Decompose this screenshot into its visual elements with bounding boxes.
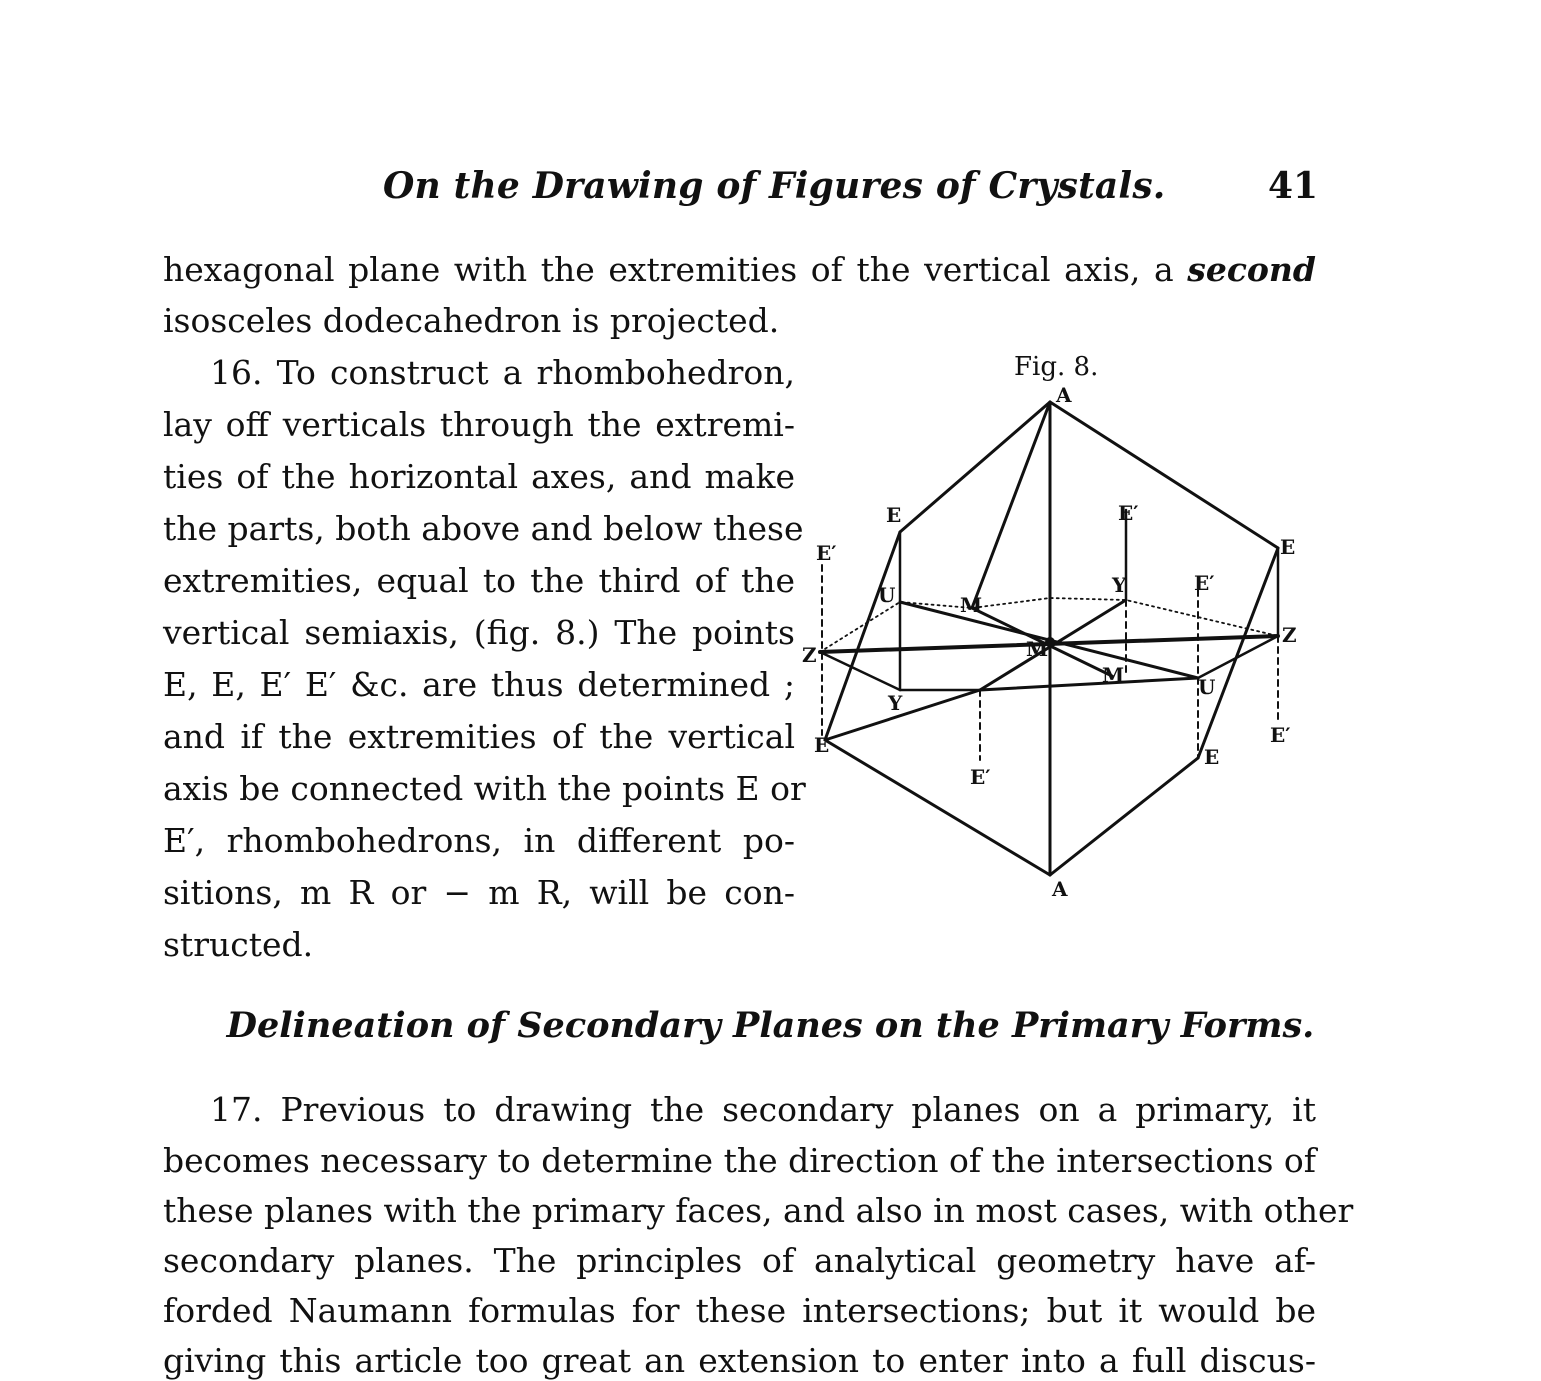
edge xyxy=(1050,758,1198,875)
para16-line: structed. xyxy=(163,925,314,964)
text-span: isosceles dodecahedron is projected. xyxy=(163,301,780,340)
label-z-right: Z xyxy=(1282,623,1297,647)
label-a-top: A xyxy=(1056,383,1072,407)
edge xyxy=(900,402,1050,532)
para16-line: ties of the horizontal axes, and make xyxy=(163,457,795,496)
label-u-left: U xyxy=(878,583,896,607)
label-e-lower-left: E xyxy=(814,733,830,757)
figure-caption: Fig. 8. xyxy=(1014,352,1099,382)
para16-line: axis be connected with the points E or xyxy=(163,769,806,808)
page-number: 41 xyxy=(1268,165,1319,207)
label-a-bottom: A xyxy=(1052,877,1068,900)
edge xyxy=(825,740,1050,875)
label-m-front: M xyxy=(1102,663,1125,687)
edge xyxy=(1050,402,1278,548)
para16-line: extremities, equal to the third of the xyxy=(163,561,795,600)
label-u-right: U xyxy=(1198,675,1216,699)
para17-line: giving this article too great an extension to enter into a full discus- xyxy=(163,1341,1316,1380)
para16-line: lay off verticals through the extremi- xyxy=(163,405,795,444)
para16-line: and if the extremities of the vertical xyxy=(163,717,795,756)
edge xyxy=(972,402,1050,608)
label-e-prime-bottom: E′ xyxy=(970,765,991,789)
label-e-upper-left: E xyxy=(886,503,902,527)
crystal-figure xyxy=(800,380,1320,900)
para16-line: sitions, m R or − m R, will be con- xyxy=(163,873,795,912)
label-e-prime-top: E′ xyxy=(1118,501,1139,525)
para16-line: 16. To construct a rhombohedron, xyxy=(210,353,795,392)
label-e-prime-lower-right: E′ xyxy=(1270,723,1291,747)
para17-line: these planes with the primary faces, and also in most cases, with other xyxy=(163,1191,1354,1230)
para16-line: E′, rhombohedrons, in different po- xyxy=(163,821,795,860)
label-z-left: Z xyxy=(802,643,817,667)
label-y-back: Y xyxy=(1112,573,1127,597)
para16-line: E, E, E′ E′ &c. are thus determined ; xyxy=(163,665,795,704)
label-e-prime-right: E′ xyxy=(1194,571,1215,595)
para16-line: the parts, both above and below these xyxy=(163,509,804,548)
label-m-back: M xyxy=(960,593,983,617)
text-span: hexagonal plane with the extremities of the vertical axis, a xyxy=(163,250,1188,289)
edge xyxy=(825,690,980,740)
label-e-upper-right: E xyxy=(1280,535,1296,559)
emphasis-span: second xyxy=(1187,250,1316,289)
para17-line: becomes necessary to determine the direction of the intersections of xyxy=(163,1141,1316,1180)
section-title: Delineation of Secondary Planes on the Primary Forms. xyxy=(226,1005,1315,1046)
hex-edge xyxy=(1198,636,1278,678)
hex-edge xyxy=(820,652,900,690)
para17-line: 17. Previous to drawing the secondary planes on a primary, it xyxy=(210,1090,1316,1129)
label-e-lower-right: E xyxy=(1204,745,1220,769)
text-line-top-2 xyxy=(163,301,779,341)
text-line-top-1 xyxy=(163,250,1316,290)
label-m-centre: M xyxy=(1026,637,1049,661)
para17-line: forded Naumann formulas for these intersections; but it would be xyxy=(163,1291,1316,1330)
label-e-prime-left: E′ xyxy=(816,541,837,565)
para17-line: secondary planes. The principles of analytical geometry have af- xyxy=(163,1241,1316,1280)
running-head: On the Drawing of Figures of Crystals. xyxy=(383,165,1166,207)
edge xyxy=(980,678,1198,690)
para16-line: vertical semiaxis, (fig. 8.) The points xyxy=(163,613,795,652)
label-y-front: Y xyxy=(888,691,903,715)
